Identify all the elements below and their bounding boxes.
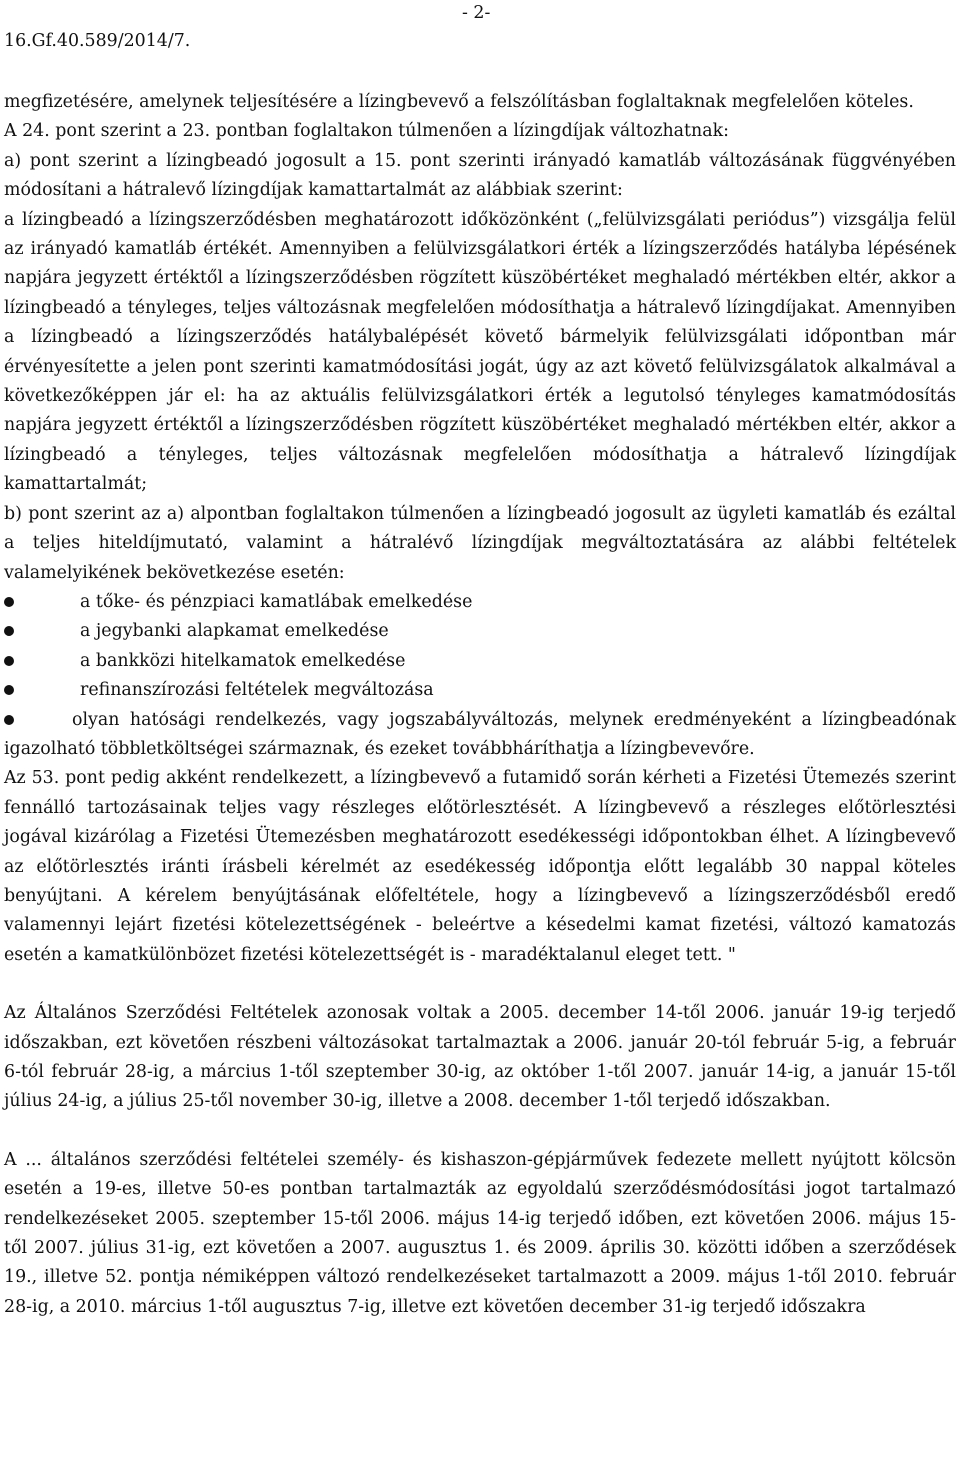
paragraph-review-period: a lízingbeadó a lízingszerződésben meghatározott időközönként („felülvizsgálati periódus”) vizsgálja felül az irányadó kamatláb értékét. Amennyiben a felülvizsgálatkori érték a lízingszerződés hatályba lépésének napjára jegyzett értéktől a lízingszerződésben rögzített küszöbértéket meghaladó mértékben eltér, akkor a lízingbeadó a tényleges, teljes változásnak megfelelően módosíthatja a hátralevő lízingdíjakat. Amennyiben a lízingbeadó a lízingszerződés hatálybalépését követő bármelyik felülvizsgálati időpontban már érvényesítette a jelen pont szerinti kamatmódosítási jogát, úgy az azt követő felülvizsgálatok alkalmával a következőképpen jár el: ha az aktuális felülvizsgálatkori érték a legutolsó tényleges kamatmódosítás napjára jegyzett értéktől a lízingszerződésben rögzített küszöbértéket meghaladó mértékben eltér, akkor a lízingbeadó a tényleges, teljes változásnak megfelelően módosíthatja a hátralevő lízingdíjak kamattartalmát; xyxy=(4,209,956,495)
list-item: refinanszírozási feltételek megváltozása xyxy=(4,676,956,705)
paragraph-payment-obligation: megfizetésére, amelynek teljesítésére a lízingbevevő a felszólításban foglaltaknak megfelelően köteles. xyxy=(4,92,914,112)
paragraph-point-a: a) pont szerint a lízingbeadó jogosult a 15. pont szerinti irányadó kamatláb változásának függvényében módosítani a hátralevő lízingdíjak kamattartalmát az alábbiak szerint: xyxy=(4,150,956,201)
paragraph-gap xyxy=(4,970,956,999)
paragraph-point-b: b) pont szerint az a) alpontban foglaltakon túlmenően a lízingbeadó jogosult az ügyleti kamatláb és ezáltal a teljes hiteldíjmutató, valamint a hátralévő lízingdíjak megváltoztatására az alábbi feltételek valamelyikének bekövetkezése esetén: xyxy=(4,503,956,583)
paragraph-point-53: Az 53. pont pedig akként rendelkezett, a lízingbevevő a futamidő során kérheti a Fizetési Ütemezés szerint fennálló tartozásainak teljes vagy részleges előtörlesztését. A lízingbevevő a részleges előtörlesztési jogával kizárólag a Fizetési Ütemezésben meghatározott esedékességi időpontokban élhet. A lízingbevevő az előtörlesztés iránti írásbeli kérelmét az esedékesség időpontja előtt legalább 30 nappal köteles benyújtani. A kérelem benyújtásának előfeltétele, hogy a lízingbevevő a lízingszerződésből eredő valamennyi lejárt fizetési kötelezettségének - beleértve a késedelmi kamat fizetési, változó kamatozás esetén a kamatkülönbözet fizetési kötelezettségét is - maradéktalanul eleget tett. " xyxy=(4,768,956,965)
bullet-icon xyxy=(4,715,14,725)
page-number: - 2- xyxy=(462,3,491,23)
bullet-icon xyxy=(4,597,14,607)
bullet-icon xyxy=(4,685,14,695)
list-item: olyan hatósági rendelkezés, vagy jogszabályváltozás, melynek eredményeként a lízingbeadónak igazolható többletköltségei származnak, és ezeket továbbháríthatja a lízingbevevőre. xyxy=(4,709,956,759)
list-item: a jegybanki alapkamat emelkedése xyxy=(4,617,956,646)
list-item: a tőke- és pénzpiaci kamatlábak emelkedése xyxy=(4,588,956,617)
case-number: 16.Gf.40.589/2014/7. xyxy=(4,31,191,51)
paragraph-gap xyxy=(4,1117,956,1146)
bullet-icon xyxy=(4,656,14,666)
paragraph-vehicle-loan-terms: A ... általános szerződési feltételei személy- és kishaszon-gépjárművek fedezete mellett nyújtott kölcsön esetén a 19-es, illetve 50-es pontban tartalmazták az egyoldalú szerződésmódosítási jogot tartalmazó rendelkezéseket 2005. szeptember 15-től 2006. május 14-ig terjedő időben, ezt követően 2006. május 15-től 2007. július 31-ig, ezt követően a 2007. augusztus 1. és 2009. április 30. közötti időben a szerződések 19., illetve 52. pontja némiképpen változó rendelkezéseket tartalmazott a 2009. május 1-től 2010. február 28-ig, a 2010. március 1-től augusztus 7-ig, illetve ezt követően december 31-ig terjedő időszakra xyxy=(4,1149,956,1317)
paragraph-point-24-intro: A 24. pont szerint a 23. pontban foglaltakon túlmenően a lízingdíjak változhatnak: xyxy=(4,121,730,142)
bullet-icon xyxy=(4,626,14,636)
list-item: a bankközi hitelkamatok emelkedése xyxy=(4,647,956,676)
condition-list xyxy=(4,588,956,764)
document-body xyxy=(4,88,956,1322)
paragraph-general-terms-periods: Az Általános Szerződési Feltételek azonosak voltak a 2005. december 14-től 2006. január 19-ig terjedő időszakban, ezt követően részbeni változásokat tartalmaztak a 2006. január 20-tól február 5-ig, a február 6-tól február 28-ig, a március 1-től szeptember 30-ig, az október 1-től 2007. január 14-ig, a január 15-től július 24-ig, a július 25-től november 30-ig, illetve a 2008. december 1-től terjedő időszakban. xyxy=(4,1003,956,1112)
